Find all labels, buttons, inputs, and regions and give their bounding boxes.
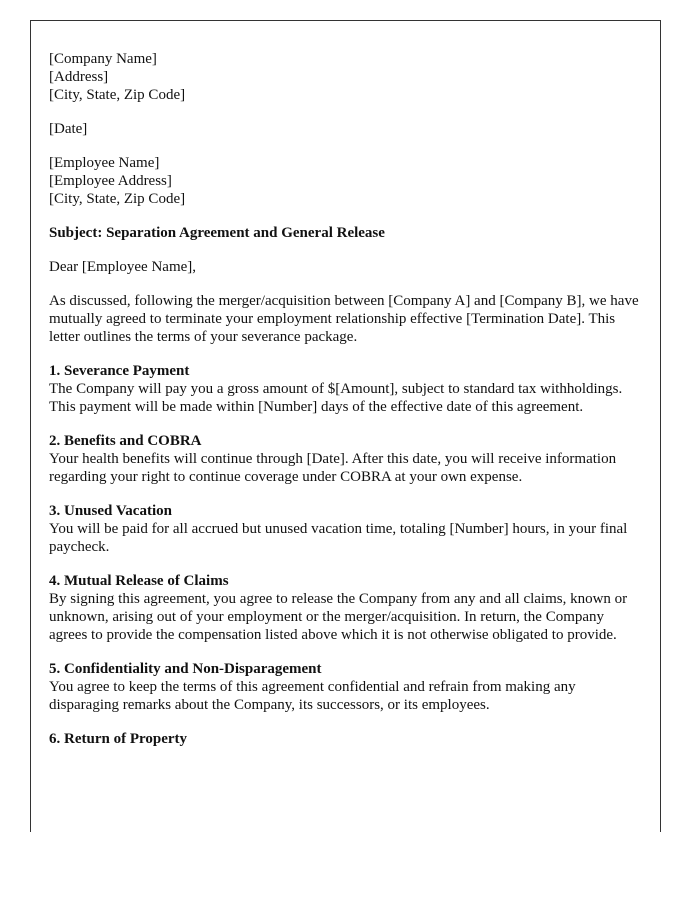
section-body: The Company will pay you a gross amount of $[Amount], subject to standard tax withholdings. This payment will be made within [Number] days of the effective date of this agreement. xyxy=(49,381,623,415)
section-body: By signing this agreement, you agree to release the Company from any and all claims, known or unknown, arising out of your employment or the merger/acquisition. In return, the Company agrees to provide the compensation listed above which it is not otherwise obligated to provide. xyxy=(49,591,628,643)
section-vacation xyxy=(49,502,642,556)
section-heading: 4. Mutual Release of Claims xyxy=(49,573,229,589)
section-severance xyxy=(49,362,642,416)
sender-block xyxy=(49,50,642,104)
section-heading: 6. Return of Property xyxy=(49,731,188,747)
section-heading: 3. Unused Vacation xyxy=(49,503,172,519)
section-confidentiality xyxy=(49,660,642,714)
recipient-city: [City, State, Zip Code] xyxy=(49,191,186,207)
sender-city: [City, State, Zip Code] xyxy=(49,87,186,103)
section-body: You will be paid for all accrued but unused vacation time, totaling [Number] hours, in your final paycheck. xyxy=(49,521,628,555)
section-heading: 5. Confidentiality and Non-Disparagement xyxy=(49,661,322,677)
section-return-property xyxy=(49,730,642,748)
section-body: Your health benefits will continue through [Date]. After this date, you will receive information regarding your right to continue coverage under COBRA at your own expense. xyxy=(49,451,617,485)
sender-company: [Company Name] xyxy=(49,51,157,67)
letter-page xyxy=(30,20,661,832)
intro-paragraph: As discussed, following the merger/acquisition between [Company A] and [Company B], we have mutually agreed to terminate your employment relationship effective [Termination Date]. This letter outlines the terms of your severance package. xyxy=(49,293,639,345)
salutation: Dear [Employee Name], xyxy=(49,259,197,275)
section-benefits xyxy=(49,432,642,486)
sender-address: [Address] xyxy=(49,69,109,85)
section-body: You agree to keep the terms of this agreement confidential and refrain from making any disparaging remarks about the Company, its successors, or its employees. xyxy=(49,679,576,713)
recipient-name: [Employee Name] xyxy=(49,155,160,171)
subject-line: Subject: Separation Agreement and General Release xyxy=(49,225,385,241)
section-heading: 2. Benefits and COBRA xyxy=(49,433,202,449)
letter-date: [Date] xyxy=(49,121,88,137)
recipient-address: [Employee Address] xyxy=(49,173,172,189)
section-release xyxy=(49,572,642,644)
recipient-block xyxy=(49,154,642,208)
section-heading: 1. Severance Payment xyxy=(49,363,190,379)
